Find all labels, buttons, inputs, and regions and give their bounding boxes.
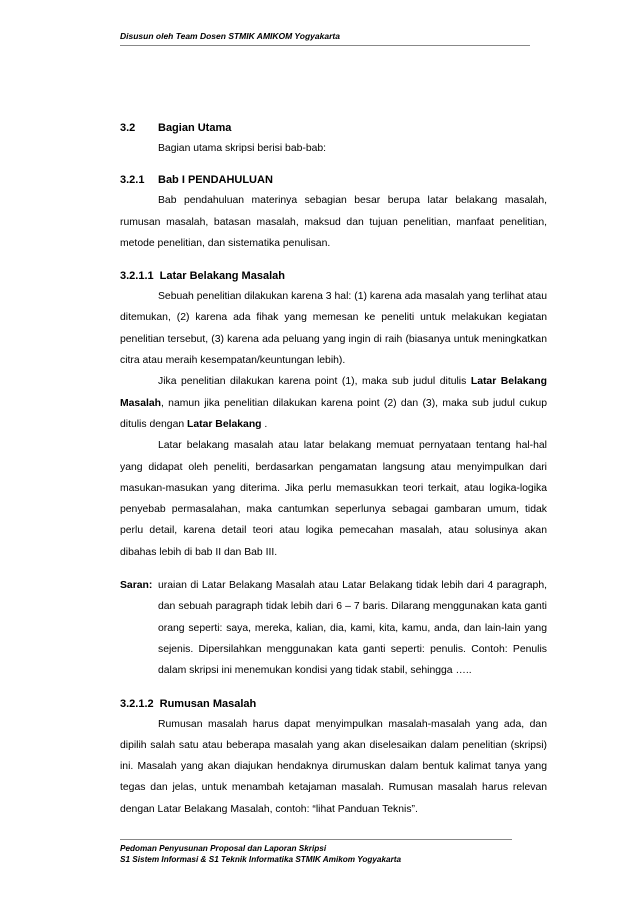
section-number: 3.2.1 (120, 174, 145, 187)
paragraph (120, 371, 547, 435)
section-number: 3.2.1.1 (120, 270, 154, 283)
heading-3-2-1-1 (120, 266, 547, 286)
bold-run: Latar Belakang Masalah (120, 376, 547, 409)
saran-note (120, 575, 547, 681)
paragraph: Bab pendahuluan materinya sebagian besar berupa latar belakang masalah, rumusan masalah, batasan masalah, maksud dan tujuan penelitian, manfaat penelitian, metode penelitian, dan sistematika penulisan. (120, 195, 547, 249)
running-header: Disusun oleh Team Dosen STMIK AMIKOM Yogyakarta (120, 31, 530, 46)
heading-3-2-1-2 (120, 694, 547, 714)
section-title: Bagian Utama (158, 122, 232, 134)
saran-text: uraian di Latar Belakang Masalah atau Latar Belakang tidak lebih dari 4 paragraph, dan sebuah paragraph tidak lebih dari 6 – 7 baris. Dilarang menggunakan kata ganti orang seperti: saya, mereka, kalian, dia, kami, kita, kamu, anda, dan lain-lain yang sejenis. Dipersilahkan menggunakan kata ganti seperti: penulis. Contoh: Penulis dalam skripsi ini menemukan kondisi yang tidak stabil, sehingga ….. (158, 580, 547, 677)
bold-run: Latar Belakang (187, 418, 262, 430)
section-title: Latar Belakang Masalah (159, 270, 285, 283)
paragraph: Rumusan masalah harus dapat menyimpulkan masalah-masalah yang ada, dan dipilih salah satu atau beberapa masalah yang akan diselesaikan dalam penelitian (skripsi) ini. Masalah yang akan diajukan hendaknya dirumuskan dalam bentuk kalimat tanya yang tegas dan jelas, untuk menambah ketajaman masalah. Rumusan masalah harus relevan dengan Latar Belakang Masalah, contoh: “lihat Panduan Teknis”. (120, 718, 547, 815)
section-number: 3.2 (120, 122, 136, 134)
heading-3-2-1 (120, 170, 547, 190)
text-run: Jika penelitian dilakukan karena point (1), maka sub judul ditulis (158, 376, 471, 388)
section-title: Rumusan Masalah (159, 697, 257, 710)
footer-line: Pedoman Penyusunan Proposal dan Laporan Skripsi (120, 844, 327, 853)
paragraph: Bagian utama skripsi berisi bab-bab: (158, 143, 327, 154)
heading-3-2 (120, 118, 547, 138)
section-number: 3.2.1.2 (120, 697, 154, 710)
paragraph: Latar belakang masalah atau latar belakang memuat pernyataan tentang hal-hal yang didapat oleh peneliti, berdasarkan pengamatan langsung atau menyimpulkan dari masukan-masukan yang diterima. Jika perlu memasukkan teori terkait, atau logika-logika penyebab permasalahan, maka cantumkan seperlunya sebagai gambaran umum, tidak perlu detail, karena detail teori atau logika pemecahan masalah, atau solusinya akan dibahas lebih di bab II dan Bab III. (120, 440, 547, 558)
paragraph: Sebuah penelitian dilakukan karena 3 hal: (1) karena ada masalah yang terlihat atau ditemukan, (2) karena ada fihak yang memesan ke peneliti untuk melakukan kegiatan penelitian tersebut, (3) karena ada peluang yang ingin di raih (biasanya untuk meningkatkan citra atau meraih kesempatan/keuntungan lebih). (120, 291, 547, 367)
saran-label: Saran: (120, 580, 153, 592)
running-footer (120, 839, 512, 865)
page-body (120, 118, 547, 820)
text-run: . (261, 418, 268, 430)
section-title: Bab I PENDAHULUAN (158, 174, 273, 187)
footer-line: S1 Sistem Informasi & S1 Teknik Informatika STMIK Amikom Yogyakarta (120, 855, 402, 864)
text-run: , namun jika penelitian dilakukan karena point (2) dan (3), maka sub judul cukup ditulis dengan (120, 397, 547, 430)
